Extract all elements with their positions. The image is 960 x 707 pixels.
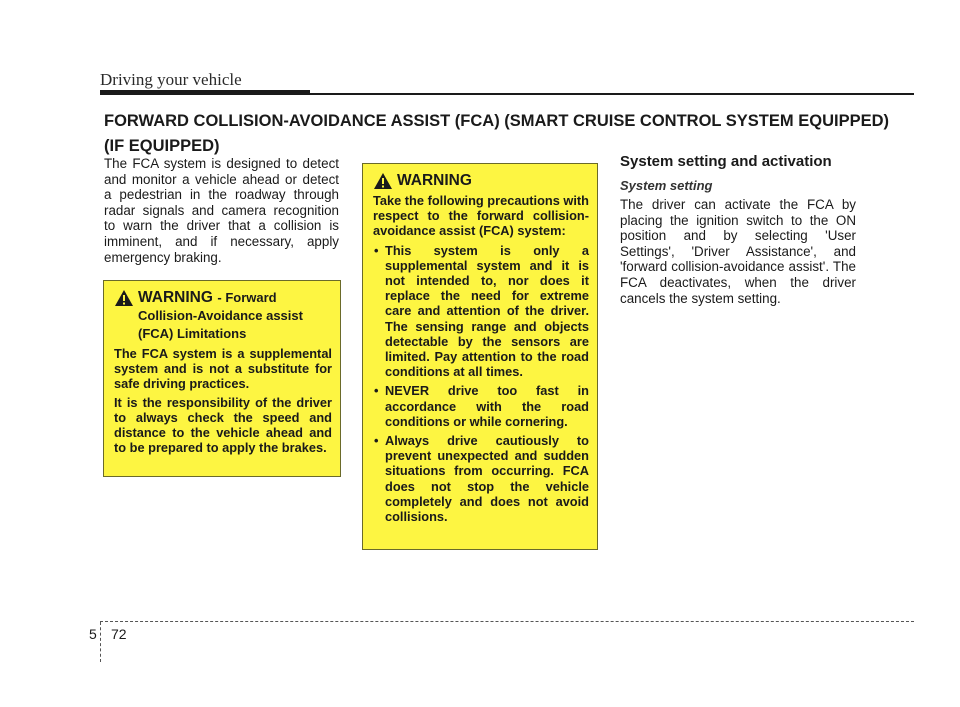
intro-column — [104, 156, 339, 265]
warning-label: WARNING — [138, 289, 213, 306]
warning-bullet: • This system is only a supplemental system and it is not intended to, nor does it replace the need for extreme care and attention of the driver. The sensing range and objects detectable by the sensors are limited. Pay attention to the road conditions at all times. — [373, 243, 589, 380]
warning-triangle-icon — [373, 172, 393, 190]
system-setting-heading: System setting and activation — [620, 153, 832, 170]
warning-title — [138, 289, 332, 343]
intro-text: The FCA system is designed to detect and monitor a vehicle ahead or detect a pedestrian in the roadway through radar signals and camera recognition to warn the driver that a collision is imminent, and if necessary, apply emergency braking. — [104, 156, 339, 265]
warning-box-precautions — [362, 163, 598, 550]
warning-box-limitations — [103, 280, 341, 477]
warning-triangle-icon — [114, 289, 134, 307]
header-title: Driving your vehicle — [100, 70, 242, 89]
warning-label: WARNING — [397, 172, 472, 189]
warning-intro: Take the following precautions with respect to the forward collision-avoidance assist (FCA) system: — [373, 193, 589, 239]
warning-bullet-list — [373, 243, 589, 525]
warning-paragraph: It is the responsibility of the driver to always check the speed and distance to the vehicle ahead and to be prepared to apply the brakes. — [114, 394, 332, 456]
system-setting-text: The driver can activate the FCA by placing the ignition switch to the ON position and by selecting 'User Settings', 'Driver Assistance', and 'forward collision-avoidance assist'. The FCA deactivates, when the driver cancels the system setting. — [620, 197, 856, 306]
footer-divider — [100, 622, 101, 662]
warning-bullet: • Always drive cautiously to prevent unexpected and sudden situations from occurring. FCA does not stop the vehicle completely and does not avoid collisions. — [373, 433, 589, 524]
page-number: 72 — [111, 626, 127, 642]
section-title: FORWARD COLLISION-AVOIDANCE ASSIST (FCA) (SMART CRUISE CONTROL SYSTEM EQUIPPED) (IF EQUIPPED) — [104, 112, 889, 155]
warning-head — [114, 289, 332, 343]
header-rule-thin — [310, 93, 914, 95]
warning-bullet: • NEVER drive too fast in accordance with the road conditions or while cornering. — [373, 383, 589, 429]
warning-head — [373, 172, 589, 190]
footer-rule — [100, 621, 914, 622]
chapter-number: 5 — [89, 626, 97, 642]
system-setting-subheading: System setting — [620, 178, 713, 193]
warning-subtitle: - Forward Collision-Avoidance assist (FCA) Limitations — [138, 290, 303, 341]
header-rule-thick — [100, 90, 310, 95]
system-setting-column — [620, 152, 856, 306]
warning-paragraph: The FCA system is a supplemental system and is not a substitute for safe driving practices. — [114, 346, 332, 392]
